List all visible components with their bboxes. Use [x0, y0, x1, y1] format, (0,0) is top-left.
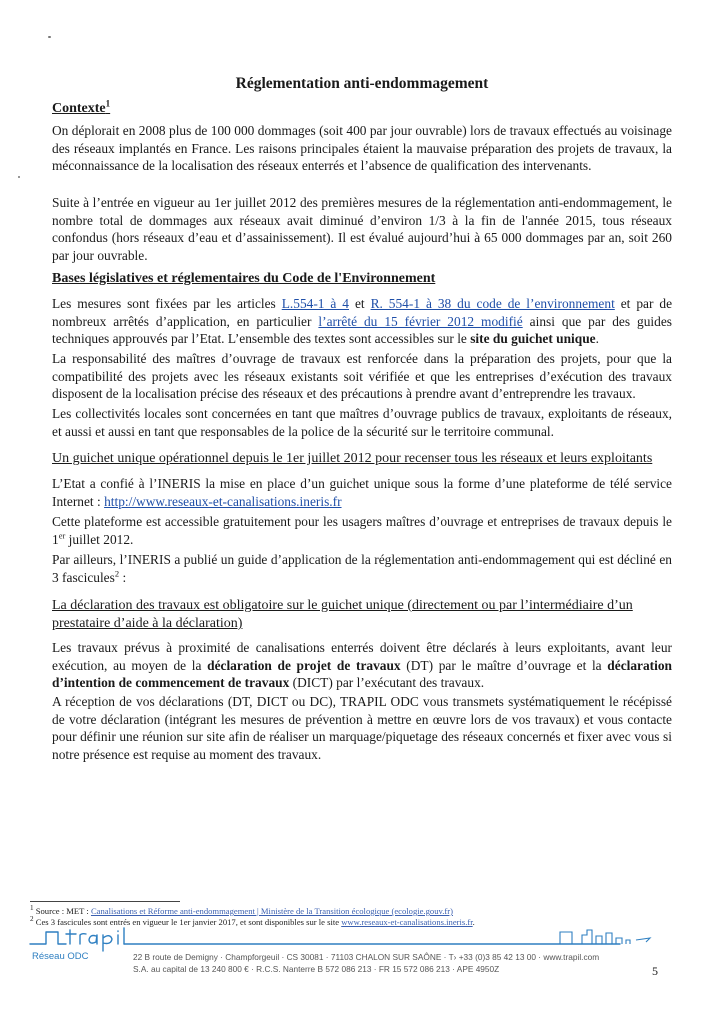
footer-legal: S.A. au capital de 13 240 800 € · R.C.S. Nanterre B 572 086 213 · FR 15 572 086 213 · APE 4950Z	[133, 964, 500, 974]
section-heading-bases: Bases législatives et réglementaires du Code de l'Environnement	[52, 271, 436, 286]
page-number: 5	[652, 964, 658, 978]
paragraph: Suite à l’entrée en vigueur au 1er juillet 2012 des premières mesures de la réglementation anti-endommagement, le nombre total de dommages aux réseaux avait diminué d’environ 1/3 à la fin de l'année 2015, tous réseaux confondus (hors réseaux d’eau et d’assainissement). Il est évalué aujourd’hui à 65 000 dommages par an, soit 260 par jour ouvrable.	[52, 195, 672, 263]
paragraph	[52, 551, 672, 586]
page-title: Réglementation anti-endommagement	[235, 75, 489, 92]
footnote-ref[interactable]: 1	[105, 98, 111, 109]
text-run: Source : MET :	[33, 905, 91, 916]
link-ministere[interactable]: Canalisations et Réforme anti-endommagement | Ministère de la Transition écologique (ecologie.gouv.fr)	[90, 905, 453, 916]
link-article-r554[interactable]: R. 554-1 à 38 du code de l’environnement	[370, 296, 615, 311]
subsection-heading-guichet: Un guichet unique opérationnel depuis le 1er juillet 2012 pour recenser tous les réseaux et leurs exploitants	[52, 451, 653, 466]
text-run: Par ailleurs, l’INERIS a publié un guide d’application de la réglementation anti-endommagement qui est décliné en 3 fascicules	[52, 552, 672, 585]
paragraph: Les collectivités locales sont concernées en tant que maîtres d’ouvrage publics de travaux, exploitants de réseaux, et aussi et aussi en tant que responsables de la police de la sécurité sur le territoire communal.	[52, 406, 672, 439]
text-run: .	[595, 331, 599, 347]
text-run: :	[119, 569, 127, 585]
footnote-separator	[30, 901, 180, 902]
text-run: .	[472, 916, 475, 927]
logo-subtitle: Réseau ODC	[32, 951, 89, 962]
paragraph	[52, 475, 672, 510]
footnote-ref[interactable]: 2	[114, 568, 120, 579]
text-run: (DT) par le maître d’ouvrage et la	[400, 657, 608, 673]
section-heading-contexte	[52, 98, 111, 117]
text-run: et par de nombreux arrêtés d’application, en particulier	[52, 296, 673, 329]
heading-text: Contexte	[52, 101, 106, 116]
subsection-heading-declaration: La déclaration des travaux est obligatoire sur le guichet unique (directement ou par l’intermédiaire d’un prestataire d’aide à la déclaration)	[52, 598, 633, 631]
text-run: L’Etat a confié à l’INERIS la mise en place d’un guichet unique sous la forme d’une plateforme de télé service Internet :	[52, 476, 672, 509]
bold-text: déclaration de projet de travaux	[207, 657, 401, 673]
bold-text: site du guichet unique	[470, 331, 596, 347]
link-ineris-footnote[interactable]: www.reseaux-et-canalisations.ineris.fr	[341, 916, 473, 927]
paragraph	[52, 513, 672, 548]
trapil-logo	[30, 928, 620, 951]
footnote-number: 2	[30, 915, 34, 923]
link-arrete[interactable]: l’arrêté du 15 février 2012 modifié	[318, 313, 523, 329]
scan-speck	[18, 176, 20, 178]
bold-text: déclaration d’intention de commencement de travaux	[52, 657, 673, 691]
footer-address: 22 B route de Demigny · Champforgeuil · CS 30081 · 71103 CHALON SUR SAÔNE · T› +33 (0)3 85 42 13 00 · www.trapil.com	[133, 952, 600, 962]
paragraph: A réception de vos déclarations (DT, DICT ou DC), TRAPIL ODC vous transmets systématiquement le récépissé de votre déclaration (intégrant les mesures de prévention à mettre en œuvre lors de vos travaux) et vous contacte pour définir une réunion sur site afin de réaliser un marquage/piquetage des réseaux concernés et fixer avec vous si notre présence est requise au moment des travaux.	[52, 694, 672, 762]
superscript: er	[58, 530, 66, 541]
text-run: Les mesures sont fixées par les articles	[52, 296, 282, 311]
text-run: Ces 3 fascicules sont entrés en vigueur le 1er janvier 2017, et sont disponibles sur le site	[33, 916, 342, 927]
city-skyline-icon	[560, 930, 650, 944]
paragraph: On déplorait en 2008 plus de 100 000 dommages (soit 400 par jour ouvrable) lors de travaux effectués au voisinage des réseaux implantés en France. Les raisons principales étaient la mauvaise préparation des projets de travaux, la méconnaissance de la localisation des réseaux enterrés et l’absence de qualification des intervenants.	[52, 123, 672, 174]
text-run: juillet 2012.	[65, 531, 134, 547]
paragraph	[52, 639, 672, 692]
footnote-number: 1	[30, 904, 34, 912]
paragraph	[52, 295, 672, 348]
paragraph: La responsabilité des maîtres d’ouvrage de travaux est renforcée dans la préparation des projets, pour que la compatibilité des projets avec les réseaux existants soit vérifiée et que les entreprises d’exécution des travaux disposent de la localisation précise des réseaux et des précautions à prendre avant d’entreprendre les travaux.	[52, 351, 672, 402]
link-article-l554[interactable]: L.554-1 à 4	[281, 296, 350, 311]
text-run: Cette plateforme est accessible gratuitement pour les usagers maîtres d’ouvrage et entreprises de travaux depuis le 1	[52, 514, 672, 547]
footer-banner	[0, 918, 724, 952]
scan-speck	[48, 36, 51, 38]
text-run: Les travaux prévus à proximité de canalisations enterrés doivent être déclarés à leurs exploitants, avant leur exécution, au moyen de la	[52, 640, 672, 673]
text-run: ainsi que par des guides techniques approuvés par l’Etat. L’ensemble des textes sont accessibles sur le	[52, 313, 672, 347]
text-run: et	[349, 296, 371, 311]
text-run: (DICT) par l’exécutant des travaux.	[289, 675, 485, 691]
link-ineris[interactable]: http://www.reseaux-et-canalisations.ineris.fr	[104, 493, 342, 509]
